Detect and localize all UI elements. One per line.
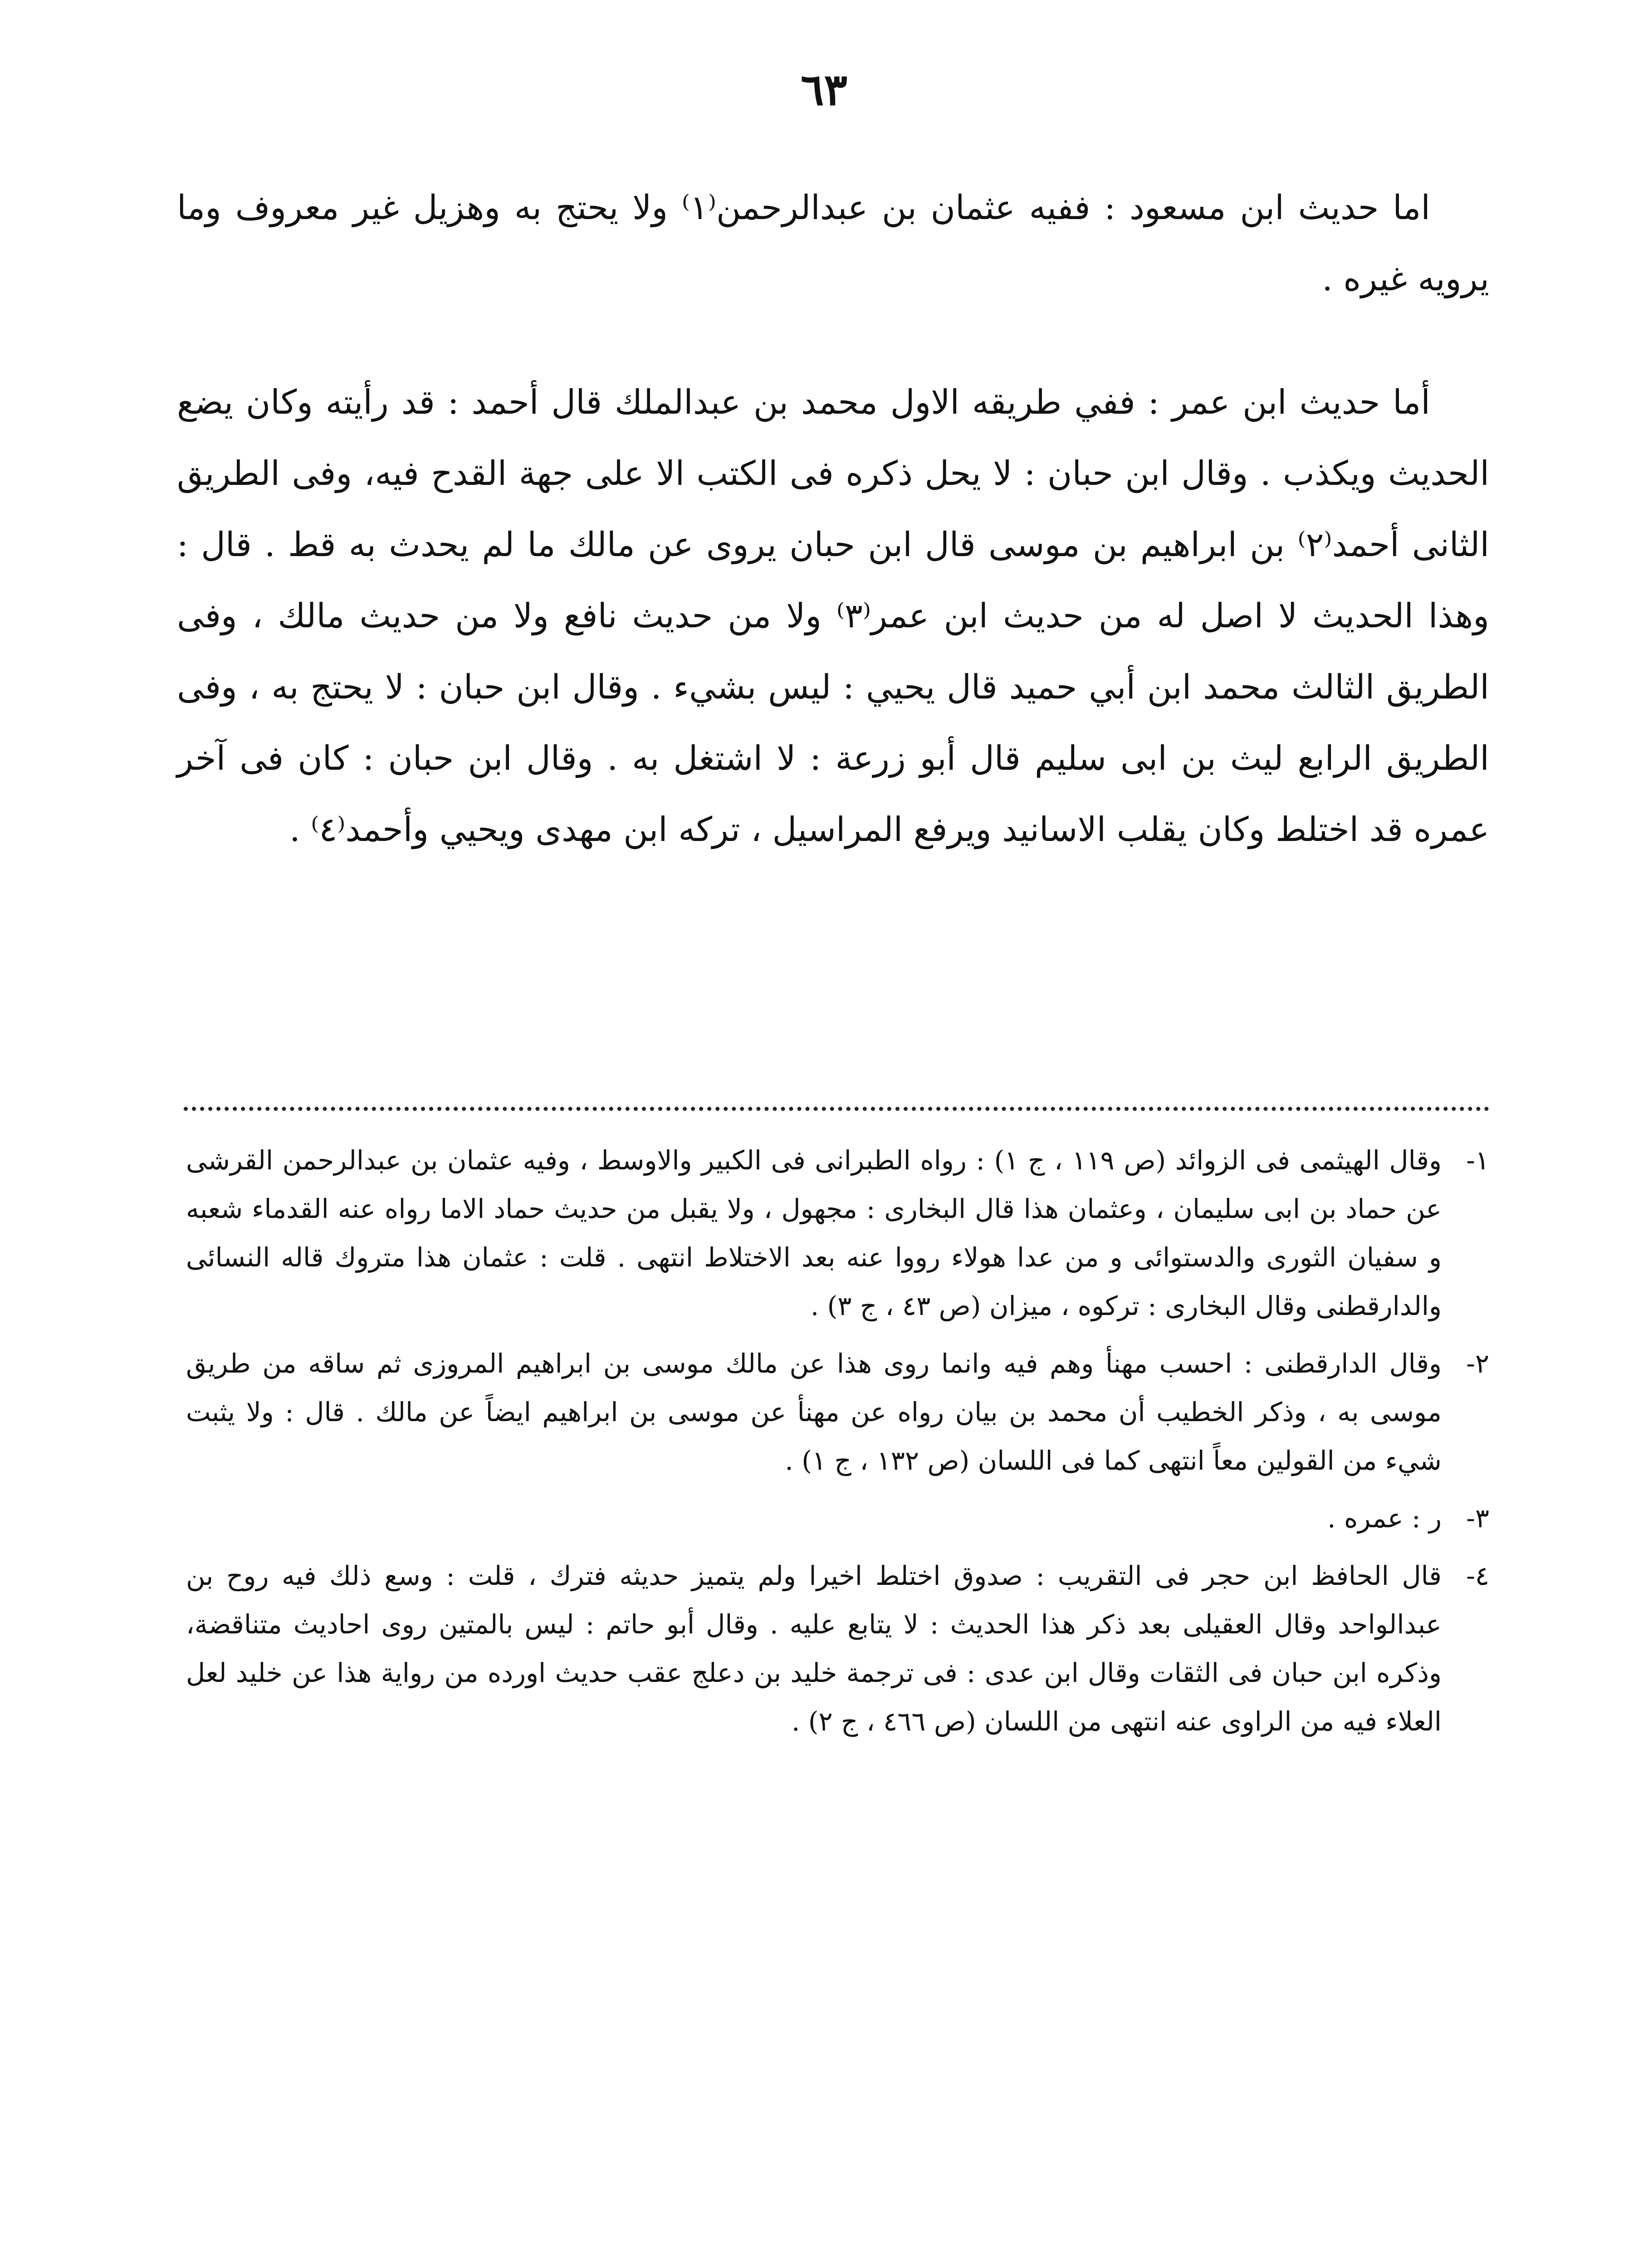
footnote-number: ٣- — [1466, 1503, 1489, 1534]
footnote-item — [186, 1339, 1489, 1485]
footnote-text: ر : عمره . — [1327, 1503, 1442, 1534]
footnote-number: ٢- — [1466, 1348, 1489, 1379]
footnote-separator — [184, 1107, 1489, 1111]
footnotes — [186, 1136, 1489, 1755]
main-text — [177, 172, 1489, 865]
page-number: ٦٣ — [800, 64, 848, 115]
paragraph-ibn-masud: اما حديث ابن مسعود : ففيه عثمان بن عبدالرحمن⁽١⁾ ولا يحتج به وهزيل غير معروف وما يرويه غيره . — [177, 188, 1489, 298]
footnote-number: ٤- — [1466, 1560, 1489, 1591]
footnote-text: قال الحافظ ابن حجر فى التقريب : صدوق اختلط اخيرا ولم يتميز حديثه فترك ، قلت : وسع ذلك فيه روح بن عبدالواحد وقال العقيلى بعد ذكر هذا الحديث : لا يتابع عليه . وقال أبو حاتم : ليس بالمتين روى احاديث متناقضة، وذكره ابن حبان فى الثقات وقال ابن عدى : فى ترجمة خليد بن دعلج عقب حديث اورده من رواية هذا عن خليد لعل العلاء فيه من الراوى عنه انتهى من اللسان (ص ٤٦٦ ، ج ٢) . — [186, 1560, 1442, 1737]
paragraph-ibn-umar: أما حديث ابن عمر : ففي طريقه الاول محمد بن عبدالملك قال أحمد : قد رأيته وكان يضع الحديث ويكذب . وقال ابن حبان : لا يحل ذكره فى الكتب الا على جهة القدح فيه، وفى الطريق الثانى أحمد⁽٢⁾ بن ابراهيم بن موسى قال ابن حبان يروى عن مالك ما لم يحدث به قط . قال : وهذا الحديث لا اصل له من حديث ابن عمر⁽٣⁾ ولا من حديث نافع ولا من حديث مالك ، وفى الطريق الثالث محمد ابن أبي حميد قال يحيي : ليس بشيء . وقال ابن حبان : لا يحتج به ، وفى الطريق الرابع ليث بن ابى سليم قال أبو زرعة : لا اشتغل به . وقال ابن حبان : كان فى آخر عمره قد اختلط وكان يقلب الاسانيد ويرفع المراسيل ، تركه ابن مهدى ويحيي وأحمد⁽٤⁾ . — [177, 383, 1490, 849]
footnote-text: وقال الدارقطنى : احسب مهنأ وهم فيه وانما روى هذا عن مالك موسى بن ابراهيم المروزى ثم ساقه من طريق موسى به ، وذكر الخطيب أن محمد بن بيان رواه عن مهنأ عن موسى بن ابراهيم ايضاً عن مالك . قال : ولا يثبت شيء من القولين معاً انتهى كما فى اللسان (ص ١٣٢ ، ج ١) . — [186, 1348, 1442, 1476]
footnote-text: وقال الهيثمى فى الزوائد (ص ١١٩ ، ج ١) : رواه الطبرانى فى الكبير والاوسط ، وفيه عثمان بن عبدالرحمن القرشى عن حماد بن ابى سليمان ، وعثمان هذا قال البخارى : مجهول ، ولا يقبل من حديث حماد الاما رواه عنه القدماء شعبه و سفيان الثورى والدستوائى و من عدا هولاء رووا عنه بعد الاختلاط انتهى . قلت : عثمان هذا متروك قاله النسائى والدارقطنى وقال البخارى : تركوه ، ميزان (ص ٤٣ ، ج ٣) . — [186, 1145, 1442, 1321]
footnote-item — [186, 1552, 1489, 1746]
footnote-item — [186, 1136, 1489, 1330]
footnote-item — [186, 1494, 1489, 1543]
footnote-number: ١- — [1466, 1145, 1489, 1176]
